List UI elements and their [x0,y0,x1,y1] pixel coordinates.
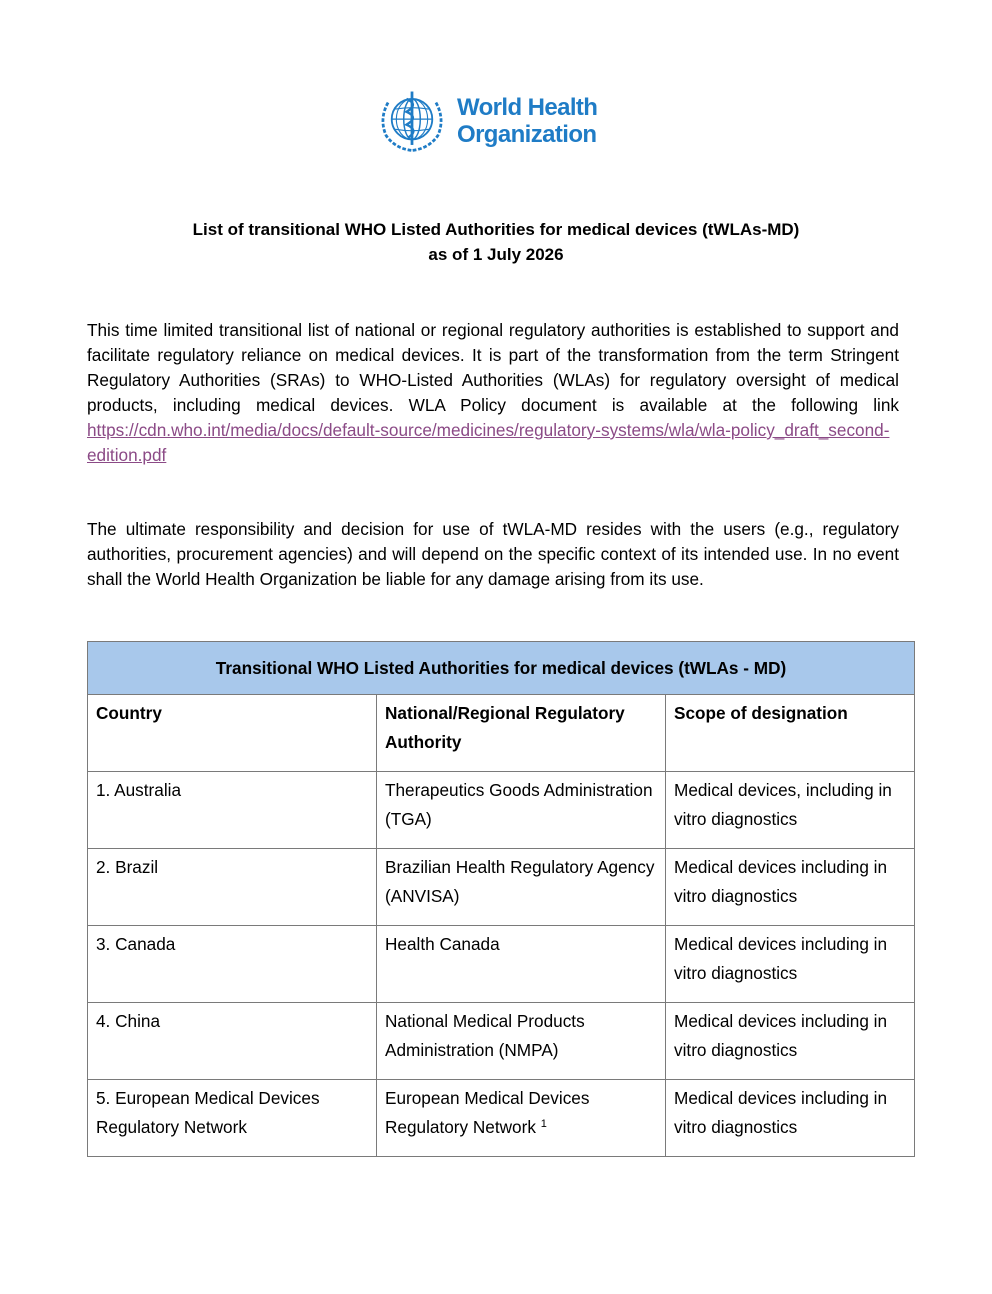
authority-cell: National Medical Products Administration (NMPA) [377,1003,666,1080]
wordmark-line2: Organization [457,121,597,148]
scope-cell: Medical devices including in vitro diagnostics [666,1080,915,1157]
wordmark-line1: World Health [457,94,598,121]
table-row [88,1080,915,1157]
authorities-table [87,641,915,1157]
intro-text: This time limited transitional list of national or regional regulatory authorities is established to support and facilitate regulatory reliance on medical devices. It is part of the transformation from the term Stringent Regulatory Authorities (SRAs) to WHO-Listed Authorities (WLAs) for regulatory oversight of medical products, including medical devices. WLA Policy document is available at the following link [87,320,899,415]
title-line2: as of 1 July 2026 [428,245,564,264]
authority-text: European Medical Devices Regulatory Network [385,1088,590,1137]
scope-cell: Medical devices, including in vitro diagnostics [666,772,915,849]
column-header-country: Country [88,695,377,772]
column-header-authority: National/Regional Regulatory Authority [377,695,666,772]
wla-policy-link[interactable]: https://cdn.who.int/media/docs/default-source/medicines/regulatory-systems/wla/wla-policy_draft_second-edition.pdf [87,420,890,465]
table-row [88,926,915,1003]
country-cell: 5. European Medical Devices Regulatory Network [88,1080,377,1157]
who-logo [375,86,615,156]
country-cell: 4. China [88,1003,377,1080]
authority-cell: Therapeutics Goods Administration (TGA) [377,772,666,849]
country-cell: 1. Australia [88,772,377,849]
who-wordmark [457,94,597,148]
authority-cell: Brazilian Health Regulatory Agency (ANVISA) [377,849,666,926]
country-cell: 2. Brazil [88,849,377,926]
table-row [88,1003,915,1080]
scope-cell: Medical devices including in vitro diagnostics [666,1003,915,1080]
intro-paragraph [87,318,899,468]
footnote-marker: 1 [540,1118,547,1130]
table-header-row [88,695,915,772]
country-cell: 3. Canada [88,926,377,1003]
column-header-scope: Scope of designation [666,695,915,772]
table-row [88,772,915,849]
table-row [88,849,915,926]
scope-cell: Medical devices including in vitro diagnostics [666,926,915,1003]
disclaimer-paragraph: The ultimate responsibility and decision for use of tWLA-MD resides with the users (e.g., regulatory authorities, procurement agencies) and will depend on the specific context of its intended use. In no event shall the World Health Organization be liable for any damage arising from its use. [87,519,899,589]
title-line1: List of transitional WHO Listed Authorities for medical devices (tWLAs-MD) [192,220,800,239]
table-caption: Transitional WHO Listed Authorities for medical devices (tWLAs - MD) [88,642,915,695]
scope-cell: Medical devices including in vitro diagnostics [666,849,915,926]
authority-cell [377,1080,666,1157]
document-title [0,217,992,267]
who-emblem-icon [375,86,449,156]
authority-cell: Health Canada [377,926,666,1003]
